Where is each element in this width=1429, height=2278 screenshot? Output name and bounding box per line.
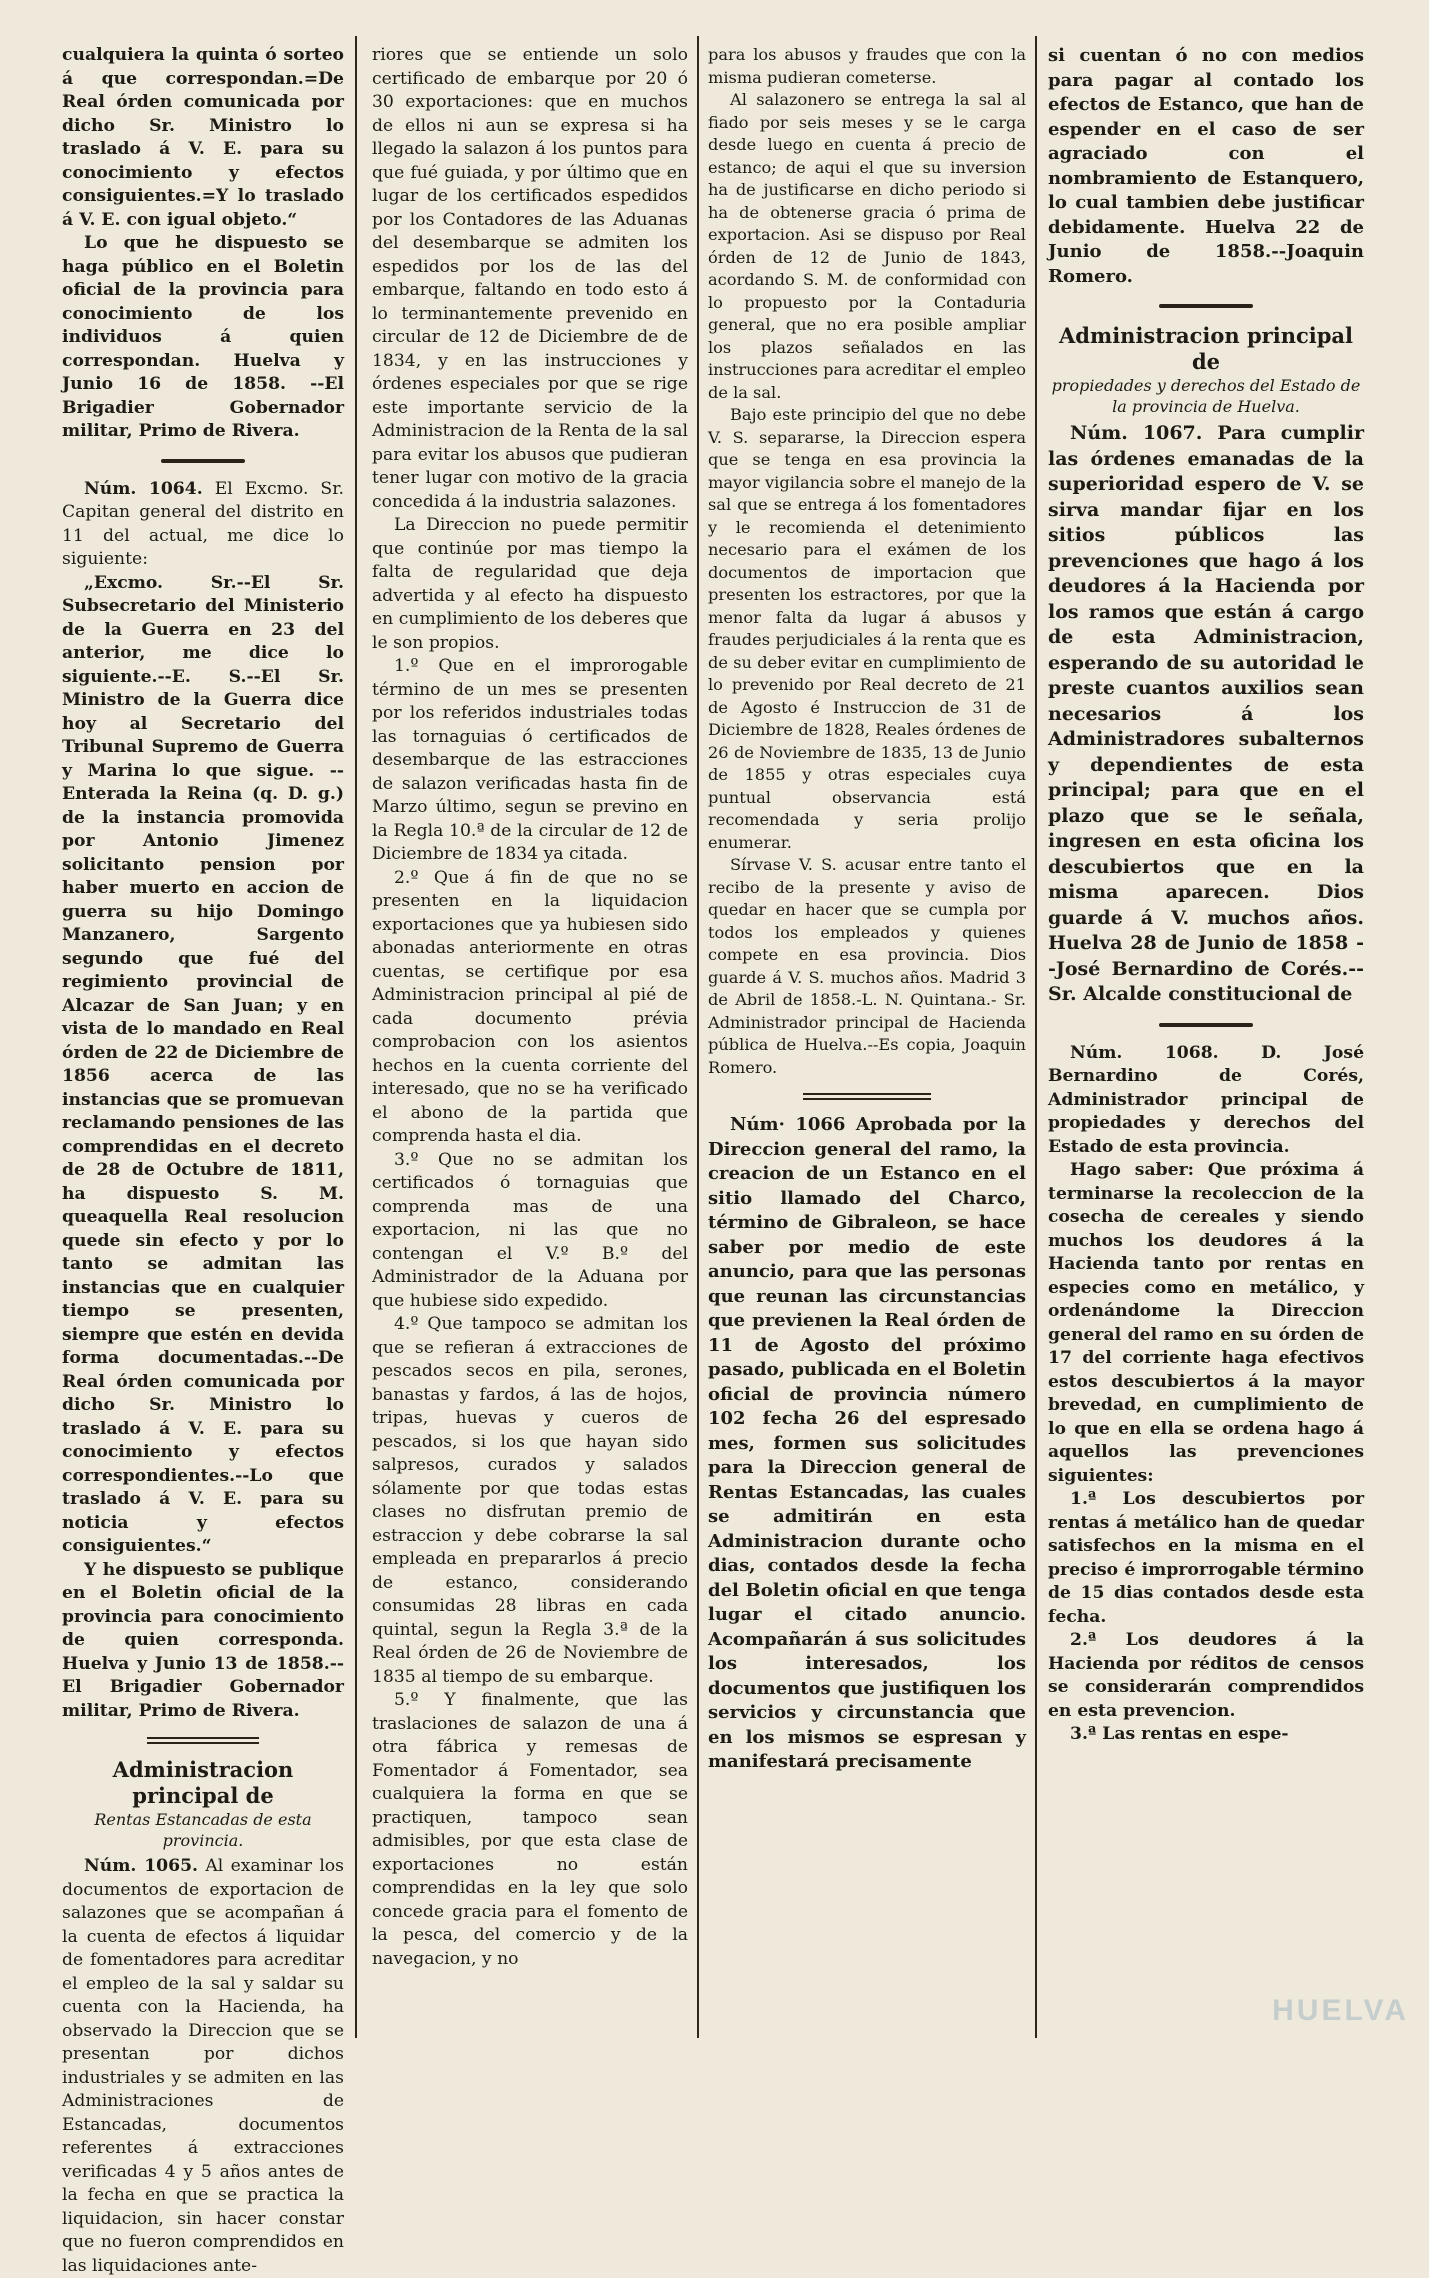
paragraph: Al salazonero se entrega la sal al fiado por seis meses y se le carga desde luego en cuenta á precio de estanco; de aqui el que su inversion ha de justificarse en dicho periodo si ha de obtenerse gracia ó prima de exportacion. Asi se dispuso por Real órden de 12 de Junio de 1843, acordando S. M. de conformidad con lo propuesto por la Contaduria general, que no era posible ampliar los plazos señalados en las instrucciones para acreditar el empleo de la sal. [708,90,1026,402]
notice-1064-intro: Núm. 1064. El Excmo. Sr. Capitan general del distrito en 11 del actual, me dice lo siguiente: [62,478,344,569]
section-divider [708,1089,1026,1103]
paragraph: La Direccion no puede permitir que continúe por mas tiempo la falta de regularidad que deja advertida y al efecto ha dispuesto en cumplimiento de los deberes que le son propios. [372,515,688,653]
column-separator [355,36,357,2038]
column-2 [372,44,688,2034]
paragraph: cualquiera la quinta ó sorteo á que correspondan.=De Real órden comunicada por dicho Sr. Ministro lo traslado á V. E. para su conocimiento y efectos consiguientes.=Y lo traslado á V. E. con igual objeto.“ [62,45,344,230]
section-heading-rentas: Administracion principal de Rentas Estancadas de esta provincia. [94,1757,312,1850]
paragraph: Bajo este principio del que no debe V. S. separarse, la Direccion espera que se tenga en esa provincia la mayor vigilancia sobre el manejo de la sal que se entrega á los fomentadores y le recomienda el detenimiento necesario para el exámen de los documentos de importacion que presenten los estractores, por que la menor falta da lugar á abusos y fraudes perjudiciales á la renta que es de su deber evitar en cumplimiento de lo prevenido por Real decreto de 21 de Agosto é Instruccion de 31 de Diciembre de 1828, Reales órdenes de 26 de Noviembre de 1835, 13 de Junio de 1855 y otras especiales cuya puntual observancia está recomendada y seria prolijo enumerar. [708,405,1026,852]
prevention-1: 1.ª Los descubiertos por rentas á metálico han de quedar satisfechos en la misma en el preciso é improrrogable término de 15 dias contados desde esta fecha. [1048,1489,1364,1627]
rule-1: 1.º Que en el improrogable término de un mes se presenten por los referidos industriales todas las tornaguias ó certificados de desembarque de las estracciones de salazon verificadas hasta fin de Marzo último, segun se previno en la Regla 10.ª de la circular de 12 de Diciembre de 1834 ya citada. [372,656,688,864]
notice-number: Núm· 1066 [730,1114,846,1135]
notice-1068-header: Núm. 1068. D. José Bernardino de Corés, Administrador principal de propiedades y derechos del Estado de esta provincia. [1048,1042,1364,1157]
rule-2: 2.º Que á fin de que no se presenten en la liquidacion exportaciones que ya hubiesen sido abonadas anteriormente en otras cuentas, se certifique por esa Administracion principal al pié de cada documento prévia comprobacion con los asientos hechos en la cuenta corriente del interesado, que no se ha verificado el abono de la partida que comprenda hasta el dia. [372,867,688,1146]
rule-4: 4.º Que tampoco se admitan los que se refieran á extracciones de pescados secos en pila, serones, banastas y fardos, á las de hojos, tripas, huevas y cueros de pescados, si los que hayan sido salpresos, curados y salados sólamente por que todas estas clases no disfrutan premio de estraccion y debe cobrarse la sal empleada en prepararlos á precio de estanco, considerando consumidas 28 libras en cada quintal, segun la Regla 3.ª de la Real órden de 26 de Noviembre de 1835 al tiempo de su embarque. [372,1314,688,1687]
column-separator [1035,36,1037,2038]
paragraph: riores que se entiende un solo certificado de embarque por 20 ó 30 exportaciones: que en muchos de ellos ni aun se expresa si ha llegado la salazon á los puntos para que fué guiada, y por último que en lugar de los certificados espedidos por los Contadores de las Aduanas del desembarque se admiten los espedidos por los de las del embarque, faltando en todo esto á lo terminantemente prevenido en circular de 12 de Diciembre de de 1834, y en las instrucciones y órdenes especiales por que se rige este importante servicio de la Administracion de la Renta de la sal para evitar los abusos que pudieran tener lugar con motivo de la gracia concedida á la industria salazones. [372,45,688,512]
column-3 [708,44,1026,2034]
notice-1064-body: „Excmo. Sr.--El Sr. Subsecretario del Ministerio de la Guerra en 23 del anterior, me dice lo siguiente.--E. S.--El Sr. Ministro de la Guerra dice hoy al Secretario del Tribunal Supremo de Guerra y Marina lo que sigue. --Enterada la Reina (q. D. g.) de la instancia promovida por Antonio Jimenez solicitanto pension por haber muerto en accion de guerra su hijo Domingo Manzanero, Sargento segundo que fué del regimiento provincial de Alcazar de San Juan; y en vista de lo mandado en Real órden de 22 de Diciembre de 1856 acerca de las instancias que se promuevan reclamando pensiones de las comprendidas en el decreto de 28 de Octubre de 1811, ha dispuesto S. M. queaquella Real resolucion quede sin efecto y por lo tanto se admitan las instancias que en cualquier tiempo se presenten, siempre que estén en devida forma documentadas.--De Real órden comunicada por dicho Sr. Ministro lo traslado á V. E. para su conocimiento y efectos correspondientes.--Lo que traslado á V. E. para su noticia y efectos consiguientes.“ [62,572,344,1556]
notice-number: Núm. 1064. [84,478,203,499]
rule-3: 3.º Que no se admitan los certificados ó tornaguias que comprenda mas de una exportacion, ni las que no contengan el V.º B.º del Administrador de la Aduana por que hubiese sido expedido. [372,1149,688,1311]
rule-5: 5.º Y finalmente, que las traslaciones de salazon de una á otra fábrica y remesas de Fomentador á Fomentador, sea cualquiera la forma en que se practiquen, tampoco sean admisibles, por que esta clase de exportaciones no están comprendidas en la ley que solo concede gracia para el fomento de la pesca, del comercio y de la navegacion, y no [372,1690,688,1969]
paragraph: Sírvase V. S. acusar entre tanto el recibo de la presente y aviso de quedar en hacer que se cumpla por todos los empleados y quienes compete en esa provincia. Dios guarde á V. S. muchos años. Madrid 3 de Abril de 1858.-L. N. Quintana.- Sr. Administrador principal de Hacienda pública de Huelva.--Es copia, Joaquin Romero. [708,855,1026,1077]
notice-number: Núm. 1065. [84,1856,199,1876]
section-heading-propiedades: Administracion principal de propiedades y derechos del Estado de la provincia de Huelva. [1051,323,1361,416]
notice-1067: Núm. 1067. Para cumplir las órdenes emanadas de la superioridad espero de V. se sirva mandar fijar en los sitios públicos las prevenciones que hago á los deudores á la Hacienda por los ramos que están á cargo de esta Administracion, esperando de su autoridad le preste cuantos auxilios sean necesarios á los Administradores subalternos y dependientes de esta principal; para que en el plazo que se le señala, ingresen en esta oficina los descubiertos que en la misma aparecen. Dios guarde á V. muchos años. Huelva 28 de Junio de 1858 --José Bernardino de Corés.--Sr. Alcalde constitucional de [1048,422,1365,1005]
notice-1066: Núm· 1066 Aprobada por la Direccion general del ramo, la creacion de un Estanco en el sitio llamado del Charco, término de Gibraleon, se hace saber por medio de este anuncio, para que las personas que reunan las circunstancias que previenen la Real órden de 11 de Agosto del próximo pasado, publicada en el Boletin oficial de provincia número 102 fecha 26 del espresado mes, formen sus solicitudes para la Direccion general de Rentas Estancadas, las cuales se admitirán en esta Administracion durante ocho dias, contados desde la fecha del Boletin oficial en que tenga lugar el citado anuncio. Acompañarán á sus solicitudes los interesados, los documentos que justifiquen los servicios y circunstancia que en los mismos se espresan y manifestará precisamente [708,1114,1026,1772]
column-4 [1048,44,1364,2034]
paragraph: Lo que he dispuesto se haga público en el Boletin oficial de la provincia para conocimiento de los individuos á quien correspondan. Huelva y Junio 16 de 1858. --El Brigadier Gobernador militar, Primo de Rivera. [62,233,344,441]
prevention-3: 3.ª Las rentas en espe- [1070,1724,1289,1744]
section-divider [1048,1018,1364,1032]
notice-number: Núm. 1068. [1070,1042,1219,1063]
column-separator [697,36,699,2038]
paragraph: si cuentan ó no con medios para pagar al contado los efectos de Estanco, que han de espender en el caso de ser agraciado con el nombramiento de Estanquero, lo cual tambien debe justificar debidamente. Huelva 22 de Junio de 1858.--Joaquin Romero. [1048,45,1364,287]
notice-1065: Núm. 1065. Al examinar los documentos de exportacion de salazones que se acompañan á la cuenta de efectos á liquidar de fomentadores para acreditar el empleo de la sal y saldar su cuenta con la Hacienda, ha observado la Direccion que se presentan por dichos industriales y se admiten en las Administraciones de Estancadas, documentos referentes á extracciones verificadas 4 y 5 años antes de la fecha en que se practica la liquidacion, sin hacer constar que no fueron comprendidos en las liquidaciones ante- [62,1856,344,2276]
notice-number: Núm. 1067. [1070,422,1203,444]
column-1 [62,44,344,2276]
section-divider [1048,299,1364,313]
paragraph: Hago saber: Que próxima á terminarse la recoleccion de la cosecha de cereales y siendo muchos los deudores á la Hacienda tanto por rentas en especies como en metálico, y ordenándome la Direccion general del ramo en su órden de 17 del corriente haga efectivos estos descubiertos á la mayor brevedad, en cumplimiento de lo que en ella se ordena hago á aquellos las prevenciones siguientes: [1048,1160,1364,1486]
section-divider [62,454,344,468]
paragraph: para los abusos y fraudes que con la misma pudieran cometerse. [708,45,1026,87]
prevention-2: 2.ª Los deudores á la Hacienda por réditos de censos se considerarán comprendidos en esta prevencion. [1048,1630,1364,1721]
notice-1064-closing: Y he dispuesto se publique en el Boletin oficial de la provincia para conocimiento de quien corresponda. Huelva y Junio 13 de 1858.--El Brigadier Gobernador militar, Primo de Rivera. [62,1559,344,1721]
watermark-stamp: HUELVA [1272,1994,1409,2027]
section-divider [62,1733,344,1747]
